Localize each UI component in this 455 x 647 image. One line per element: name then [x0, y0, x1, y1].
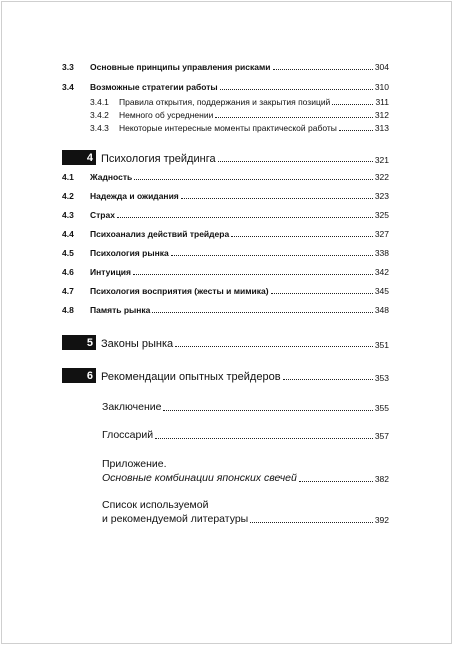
toc-entry-3-4-1[interactable]	[90, 97, 389, 107]
page-number: 321	[374, 155, 389, 165]
dot-leader	[218, 161, 373, 162]
section-title: Страх	[90, 210, 115, 220]
toc-chapter-6[interactable]	[62, 368, 389, 383]
page-number: 327	[374, 229, 389, 239]
toc-conclusion[interactable]	[102, 401, 389, 413]
section-title: Жадность	[90, 172, 133, 182]
subsection-number: 3.4.3	[90, 123, 109, 133]
dot-leader	[231, 236, 373, 237]
dot-leader	[134, 179, 373, 180]
section-title: Психология восприятия (жесты и мимика)	[90, 286, 269, 296]
chapter-number-badge: 5	[62, 335, 96, 350]
toc-entry-3-4-2[interactable]	[90, 110, 389, 120]
dot-leader	[181, 198, 373, 199]
toc-entry-4-8[interactable]	[62, 305, 389, 315]
page-number: 392	[374, 515, 389, 525]
dot-leader	[339, 130, 373, 131]
section-title: Интуиция	[90, 267, 131, 277]
page-number: 382	[374, 474, 389, 484]
dot-leader	[215, 117, 372, 118]
section-number: 4.7	[62, 286, 74, 296]
section-number: 4.2	[62, 191, 74, 201]
page-number: 310	[374, 82, 389, 92]
page-number: 312	[374, 110, 389, 120]
appendix-title: Приложение.	[102, 458, 167, 470]
references-title-line2: и рекомендуемой литературы	[102, 513, 249, 525]
references-title-line1: Список используемой	[102, 499, 209, 511]
chapter-title: Рекомендации опытных трейдеров	[101, 371, 281, 383]
toc-entry-4-6[interactable]	[62, 267, 389, 277]
section-title: Память рынка	[90, 305, 151, 315]
page-number: 357	[374, 431, 389, 441]
subsection-title: Правила открытия, поддержания и закрытия позиций	[119, 97, 331, 107]
toc-entry-3-4[interactable]	[62, 82, 389, 92]
toc-entry-4-3[interactable]	[62, 210, 389, 220]
dot-leader	[155, 438, 373, 439]
page-number: 311	[375, 97, 389, 107]
subsection-number: 3.4.2	[90, 110, 109, 120]
dot-leader	[220, 89, 373, 90]
page-number: 323	[374, 191, 389, 201]
dot-leader	[250, 522, 373, 523]
page-number: 325	[374, 210, 389, 220]
page-number: 345	[374, 286, 389, 296]
page-number: 304	[374, 62, 389, 72]
subsection-title: Немного об усреднении	[119, 110, 214, 120]
toc-glossary[interactable]	[102, 429, 389, 441]
section-number: 4.5	[62, 248, 74, 258]
toc-entry-3-4-3[interactable]	[90, 123, 389, 133]
appendix-subtitle: Основные комбинации японских свечей	[102, 472, 297, 484]
toc-appendix[interactable]	[102, 472, 389, 484]
dot-leader	[332, 104, 373, 105]
page-number: 353	[374, 373, 389, 383]
chapter-number-badge: 6	[62, 368, 96, 383]
section-number: 4.8	[62, 305, 74, 315]
page-number: 348	[374, 305, 389, 315]
page-number: 355	[374, 403, 389, 413]
dot-leader	[283, 379, 373, 380]
dot-leader	[152, 312, 372, 313]
toc-entry-4-4[interactable]	[62, 229, 389, 239]
toc-entry-4-7[interactable]	[62, 286, 389, 296]
dot-leader	[163, 410, 372, 411]
chapter-number-badge: 4	[62, 150, 96, 165]
dot-leader	[273, 69, 373, 70]
dot-leader	[133, 274, 373, 275]
page-number: 313	[374, 123, 389, 133]
page-number: 322	[374, 172, 389, 182]
section-number: 3.4	[62, 82, 74, 92]
section-number: 4.3	[62, 210, 74, 220]
section-title: Основные принципы управления рисками	[90, 62, 271, 72]
toc-entry-4-2[interactable]	[62, 191, 389, 201]
conclusion-title: Заключение	[102, 401, 162, 413]
toc-chapter-5[interactable]	[62, 335, 389, 350]
toc-references[interactable]	[102, 513, 389, 525]
section-number: 3.3	[62, 62, 74, 72]
toc-entry-4-1[interactable]	[62, 172, 389, 182]
page-number: 338	[374, 248, 389, 258]
dot-leader	[117, 217, 373, 218]
section-number: 4.1	[62, 172, 74, 182]
section-number: 4.6	[62, 267, 74, 277]
dot-leader	[271, 293, 373, 294]
section-title: Психология рынка	[90, 248, 169, 258]
chapter-title: Законы рынка	[101, 338, 174, 350]
toc-chapter-4[interactable]	[62, 150, 389, 165]
chapter-title: Психология трейдинга	[101, 153, 216, 165]
page-number: 342	[374, 267, 389, 277]
toc-entry-4-5[interactable]	[62, 248, 389, 258]
dot-leader	[171, 255, 373, 256]
section-title: Возможные стратегии работы	[90, 82, 218, 92]
subsection-title: Некоторые интересные моменты практической работы	[119, 123, 337, 133]
section-title: Психоанализ действий трейдера	[90, 229, 230, 239]
toc-entry-3-3[interactable]	[62, 62, 389, 72]
dot-leader	[299, 481, 373, 482]
page-number: 351	[374, 340, 389, 350]
dot-leader	[175, 346, 373, 347]
glossary-title: Глоссарий	[102, 429, 154, 441]
section-number: 4.4	[62, 229, 74, 239]
section-title: Надежда и ожидания	[90, 191, 179, 201]
subsection-number: 3.4.1	[90, 97, 109, 107]
